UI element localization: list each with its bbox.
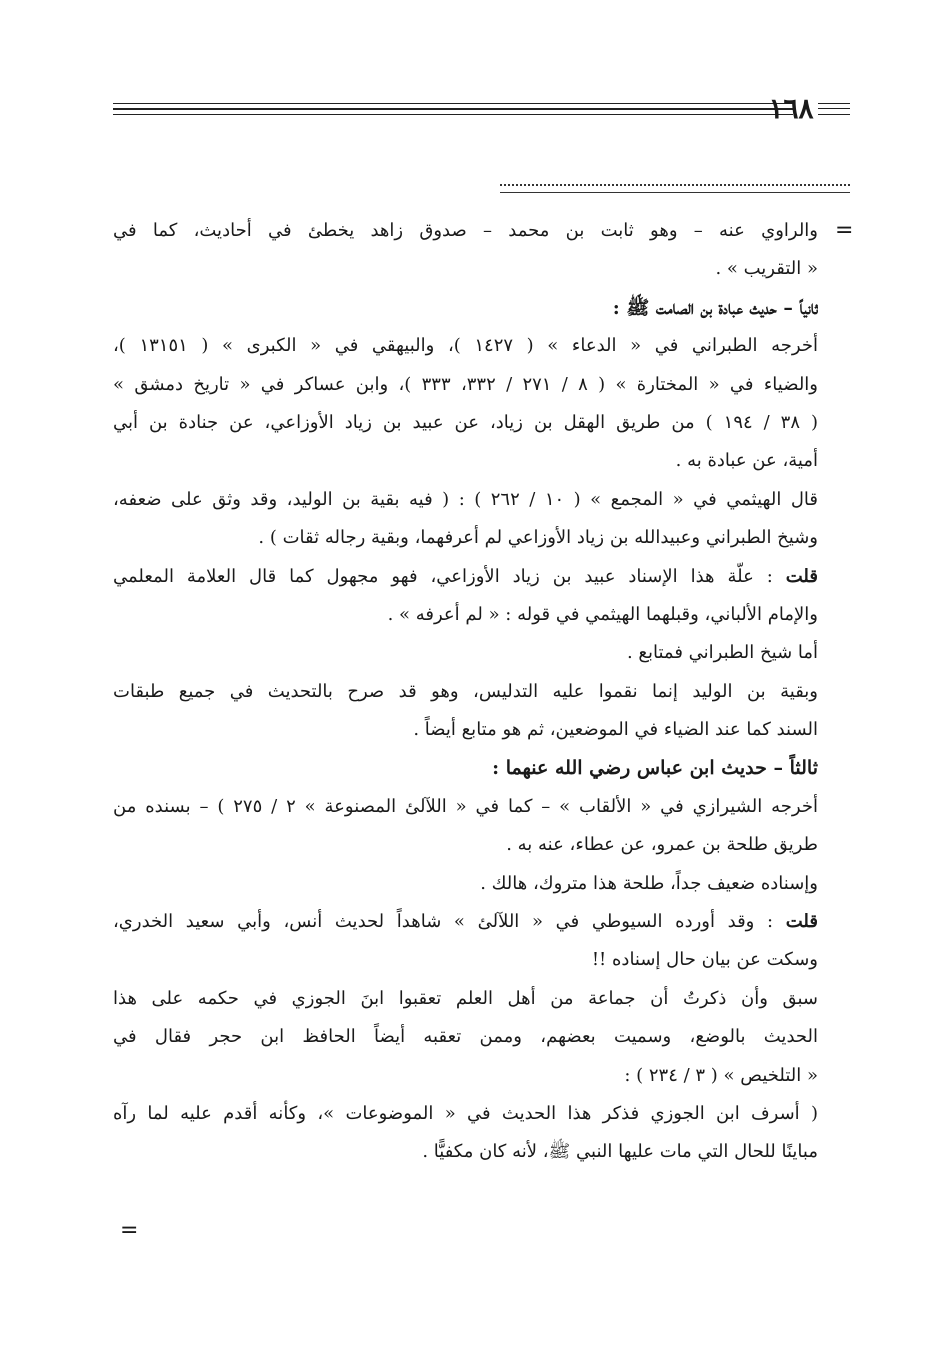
text-line — [113, 826, 818, 864]
header-rule-bottom — [113, 114, 793, 115]
text-line-content: ( أسرف ابن الجوزي فذكر هذا الحديث في « الموضوعات »، وكأنه أقدم عليه لما رآه — [113, 1102, 818, 1124]
text-line — [113, 903, 818, 941]
text-line-content: ثانياً – حديث عبادة بن الصامت ﷺ : — [612, 296, 818, 319]
text-line — [113, 1057, 818, 1095]
text-line-content: وسكت عن بيان حال إسناده !! — [591, 949, 818, 971]
header-rule-right-bottom — [818, 114, 850, 115]
text-line — [113, 1018, 818, 1056]
text-line — [113, 634, 818, 672]
text-line — [113, 481, 818, 519]
text-line — [113, 1133, 818, 1171]
text-line-content: الحديث بالوضع، وسميت بعضهم، وممن تعقبه أيضاً الحافظ ابن حجر فقال في — [113, 1026, 818, 1048]
text-line-content: أخرجه الطبراني في « الدعاء » ( ١٤٢٧ )، والبيهقي في « الكبرى » ( ١٣١٥١ )، — [113, 335, 818, 357]
continuation-mark-top: = — [835, 218, 854, 243]
text-line-content: سبق وأن ذكرتُ أن جماعة من أهل العلم تعقبوا ابنَ الجوزي في حكمه على هذا — [113, 987, 818, 1009]
section-heading — [113, 749, 818, 787]
text-line — [113, 327, 818, 365]
text-line-content: مباينًا للحال التي مات عليها النبي ﷺ، لأنه كان مكفيًّا . — [422, 1141, 818, 1163]
header-rule-right-top — [818, 103, 850, 104]
text-line — [113, 596, 818, 634]
section-heading — [113, 289, 818, 327]
qultu-keyword: قلت — [785, 565, 818, 587]
text-line-content: « التقريب » . — [715, 258, 818, 280]
text-line-content: : وقد أورده السيوطي في « اللآلئ » شاهداً لحديث أنس، وأبي سعيد الخدري، — [113, 911, 786, 933]
text-line-content: أخرجه الشيرازي في « الألقاب » – كما في « اللآلئ المصنوعة » ٢ / ٢٧٥ ) – بسنده من — [113, 795, 818, 817]
text-line — [113, 1095, 818, 1133]
text-line-content: وبقية بن الوليد إنما نقموا عليه التدليس، وهو قد صرح بالتحديث في جميع طبقات — [113, 680, 818, 702]
text-line-content: أمية، عن عبادة به . — [675, 450, 818, 472]
text-line — [113, 366, 818, 404]
text-line-content: والراوي عنه – وهو ثابت بن محمد – صدوق زاهد يخطئ في أحاديث، كما في — [113, 220, 818, 241]
text-line — [113, 673, 818, 711]
footnote-separator-solid — [500, 192, 850, 193]
text-line-content: والإمام الألباني، وقبلهما الهيثمي في قوله : « لم أعرفه » . — [387, 603, 818, 625]
qultu-keyword: قلت — [785, 911, 818, 933]
text-line — [113, 212, 818, 250]
text-line-content: « التلخيص » ( ٣ / ٢٣٤ ) : — [624, 1064, 818, 1086]
text-line-content: ثالثاً – حديث ابن عباس رضي الله عنهما : — [492, 757, 818, 780]
header-rule-mid — [113, 108, 793, 110]
text-line-content: ( ٣٨ / ١٩٤ ) من طريق الهقل بن زياد، عن عبيد بن زياد الأوزاعي، عن جنادة بن أبي — [113, 411, 818, 433]
text-line — [113, 788, 818, 826]
text-line-content: وإسناده ضعيف جداً، طلحة هذا متروك، هالك . — [480, 872, 818, 894]
text-line — [113, 711, 818, 749]
text-line — [113, 980, 818, 1018]
continuation-mark-bottom: = — [120, 1218, 139, 1243]
text-line-content: طريق طلحة بن عمرو، عن عطاء، عنه به . — [506, 834, 818, 856]
text-line — [113, 404, 818, 442]
text-line — [113, 941, 818, 979]
footnote-separator-dotted — [500, 184, 850, 186]
text-line-content: : علّة هذا الإسناد عبيد بن زياد الأوزاعي، فهو مجهول كما قال العلامة المعلمي — [113, 565, 786, 587]
text-line-content: السند كما عند الضياء في الموضعين، ثم هو متابع أيضاً . — [413, 719, 818, 741]
footnote-text — [113, 212, 818, 1172]
page-number: ١٦٨ — [768, 92, 814, 125]
text-line — [113, 519, 818, 557]
text-line-content: أما شيخ الطبراني فمتابع . — [626, 642, 818, 664]
text-line — [113, 250, 818, 288]
text-line-content: قال الهيثمي في « المجمع » ( ١٠ / ٢٦٢ ) : ( فيه بقية بن الوليد، وقد وثق على ضعفه، — [113, 488, 818, 510]
header-rule-right-mid — [818, 108, 850, 109]
text-line — [113, 442, 818, 480]
header-rule-top — [113, 103, 793, 104]
text-line-content: والضياء في « المختارة » ( ٨ / ٢٧١ / ٣٣٢، ٣٣٣ )، وابن عساكر في « تاريخ دمشق » — [113, 373, 818, 395]
text-line — [113, 865, 818, 903]
text-line-content: وشيخ الطبراني وعبيدالله بن زياد الأوزاعي لم أعرفهما، وبقية رجاله ثقات ) . — [258, 527, 818, 549]
text-line — [113, 558, 818, 596]
